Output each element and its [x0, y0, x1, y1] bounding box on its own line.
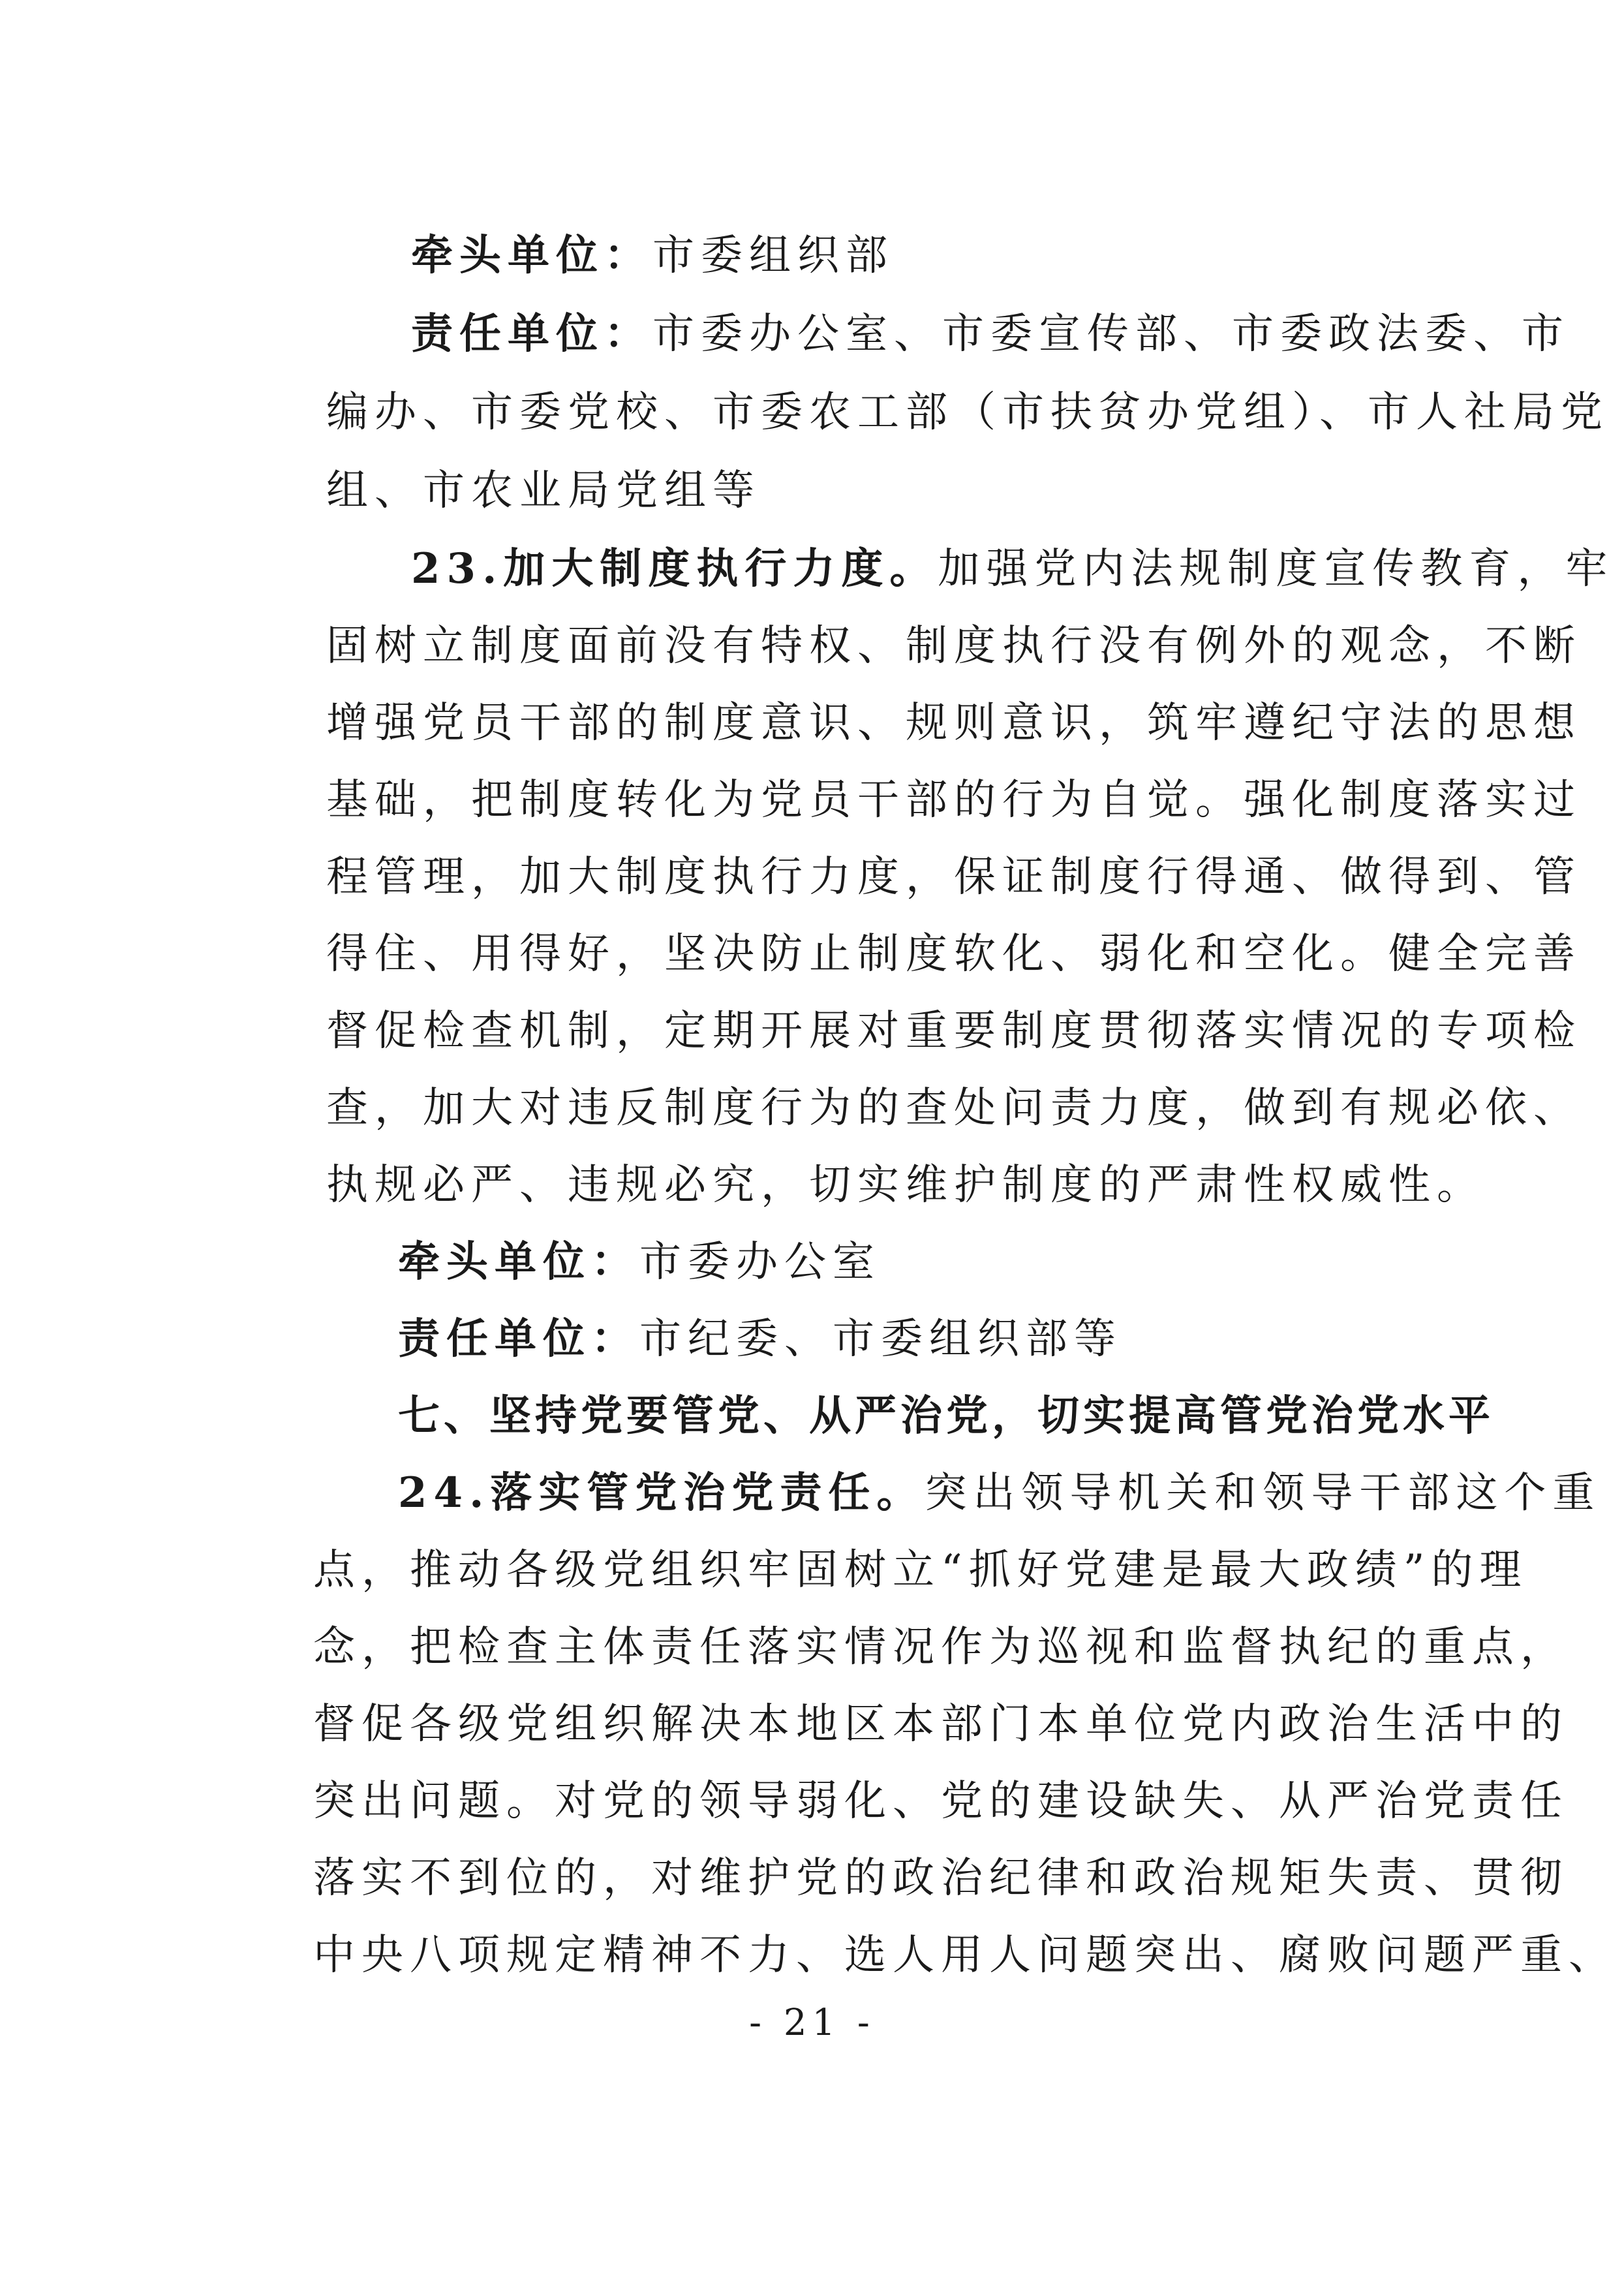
item-24-first-line: [0, 1467, 1624, 1519]
item-23-line: 增强党员干部的制度意识、规则意识，筑牢遵纪守法的思想: [326, 699, 1582, 747]
responsible-unit-line: [0, 308, 1624, 360]
responsible-unit-label: 责任单位：: [411, 309, 652, 358]
item-23-line: 得住、用得好，坚决防止制度软化、弱化和空化。健全完善: [326, 930, 1582, 978]
page-number: - 21 -: [749, 2002, 875, 2044]
item-24-line: 点，推动各级党组织牢固树立“抓好党建是最大政绩”的理: [313, 1546, 1528, 1594]
lead-unit-label: 牵头单位：: [398, 1237, 639, 1286]
responsible-unit-continuation: 组、市农业局党组等: [326, 467, 761, 515]
item-23-title: 23.加大制度执行力度。: [411, 544, 938, 593]
item-23-line: 基础，把制度转化为党员干部的行为自觉。强化制度落实过: [326, 776, 1582, 824]
responsible-unit-label: 责任单位：: [398, 1314, 639, 1363]
item-23-line: 固树立制度面前没有特权、制度执行没有例外的观念，不断: [326, 622, 1582, 670]
item-24-line: 突出问题。对党的领导弱化、党的建设缺失、从严治党责任: [313, 1777, 1569, 1825]
item-24-line: 中央八项规定精神不力、选人用人问题突出、腐败问题严重、: [313, 1931, 1617, 1979]
lead-unit-line: [0, 1236, 1624, 1288]
lead-unit-line: [0, 230, 1624, 282]
item-23-line: 程管理，加大制度执行力度，保证制度行得通、做得到、管: [326, 853, 1582, 901]
item-23-line: 督促检查机制，定期开展对重要制度贯彻落实情况的专项检: [326, 1007, 1582, 1055]
lead-unit-label: 牵头单位：: [411, 231, 652, 280]
responsible-unit-line: [0, 1313, 1624, 1365]
section-heading: 七、坚持党要管党、从严治党，切实提高管党治党水平: [398, 1392, 1494, 1440]
item-24-text: 突出领导机关和领导干部这个重: [925, 1469, 1601, 1517]
item-23-first-line: [0, 543, 1624, 595]
item-24-line: 念，把检查主体责任落实情况作为巡视和监督执纪的重点，: [313, 1623, 1569, 1671]
lead-unit-value: 市委办公室: [639, 1238, 881, 1286]
responsible-unit-continuation: 编办、市委党校、市委农工部（市扶贫办党组）、市人社局党: [326, 388, 1609, 437]
item-23-line: 查，加大对违反制度行为的查处问责力度，做到有规必依、: [326, 1084, 1582, 1132]
item-24-title: 24.落实管党治党责任。: [398, 1468, 925, 1517]
item-23-line: 执规必严、违规必究，切实维护制度的严肃性权威性。: [326, 1161, 1485, 1209]
lead-unit-value: 市委组织部: [652, 232, 894, 280]
item-24-line: 督促各级党组织解决本地区本部门本单位党内政治生活中的: [313, 1700, 1569, 1748]
item-23-text: 加强党内法规制度宣传教育，牢: [938, 545, 1614, 593]
responsible-unit-value: 市纪委、市委组织部等: [639, 1315, 1122, 1363]
responsible-unit-text: 市委办公室、市委宣传部、市委政法委、市: [652, 310, 1570, 358]
item-24-line: 落实不到位的，对维护党的政治纪律和政治规矩失责、贯彻: [313, 1854, 1569, 1902]
